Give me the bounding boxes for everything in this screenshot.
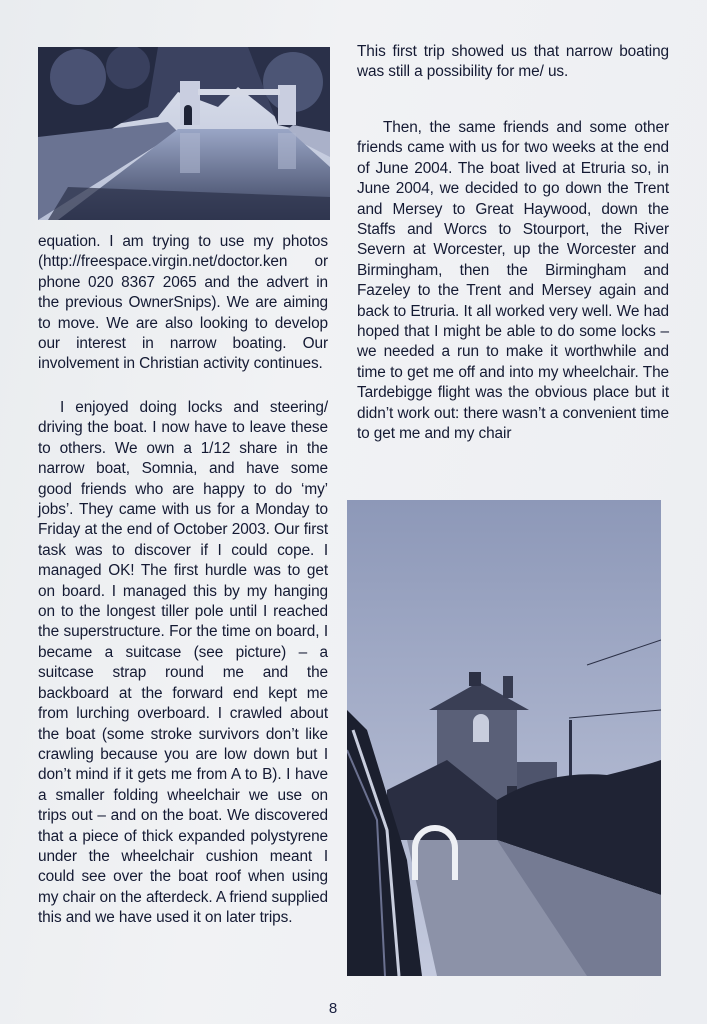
right-column-paragraph-1 bbox=[357, 42, 669, 83]
lock-tower-photo-image bbox=[347, 500, 661, 976]
paragraph-text: equation. I am trying to use my photos (http://freespace.virgin.net/doctor.ken or phone 020 8367 2065 and the advert in the previous OwnerSnips). We are aiming to move. We are also looking to develop our interest in narrow boating. Our involvement in Christian activity continues. bbox=[38, 233, 328, 373]
paragraph-text: I enjoyed doing locks and steering/ driving the boat. I now have to leave these to others. We own a 1/12 share in the narrow boat, Somnia, and have some good friends who are happy to do ‘my’ jobs’. They came with us for a Monday to Friday at the end of October 2003. Our first task was to discover if I could cope. I managed OK! The first hurdle was to get on board. I managed this by my hanging on to the longest tiller pole until I reached the superstructure. For the time on board, I became a suitcase (see picture) – a suitcase strap round me and the backboard at the forward end kept me from lurching overboard. I crawled about the boat (some stroke survivors don’t like crawling because you are low down but I don’t mind if it gets me from A to B). I have a smaller folding wheelchair we use on trips out – and on the boat. We discovered that a piece of thick expanded polystyrene under the wheelchair cushion meant I could see over the boat roof when using my chair on the afterdeck. A friend supplied this and we have used it on later trips. bbox=[38, 399, 328, 927]
canal-photo-image bbox=[38, 47, 330, 220]
paragraph-text: Then, the same friends and some other friends came with us for two weeks at the end of June 2004. The boat lived at Etruria so, in June 2004, we decided to go down the Trent and Mersey to Great Haywood, down the Staffs and Worcs to Stourport, the River Severn at Worcester, up the Worcester and Birmingham, then the Birmingham and Fazeley to the Trent and Mersey again and back to Etruria. It all worked very well. We had hoped that I might be able to do some locks – we needed a run to make it worthwhile and time to get me off and into my wheelchair. The Tardebigge flight was the obvious place but it didn’t work out: there wasn’t a convenient time to get me and my chair bbox=[357, 119, 669, 443]
right-column-paragraph-2 bbox=[357, 118, 669, 445]
left-column-paragraph-1 bbox=[38, 232, 328, 375]
left-column-paragraph-2 bbox=[38, 398, 328, 929]
canal-photo bbox=[38, 47, 330, 220]
paragraph-text: This first trip showed us that narrow boating was still a possibility for me/ us. bbox=[357, 43, 669, 81]
lock-tower-photo bbox=[347, 500, 661, 976]
page-number: 8 bbox=[328, 1000, 338, 1017]
